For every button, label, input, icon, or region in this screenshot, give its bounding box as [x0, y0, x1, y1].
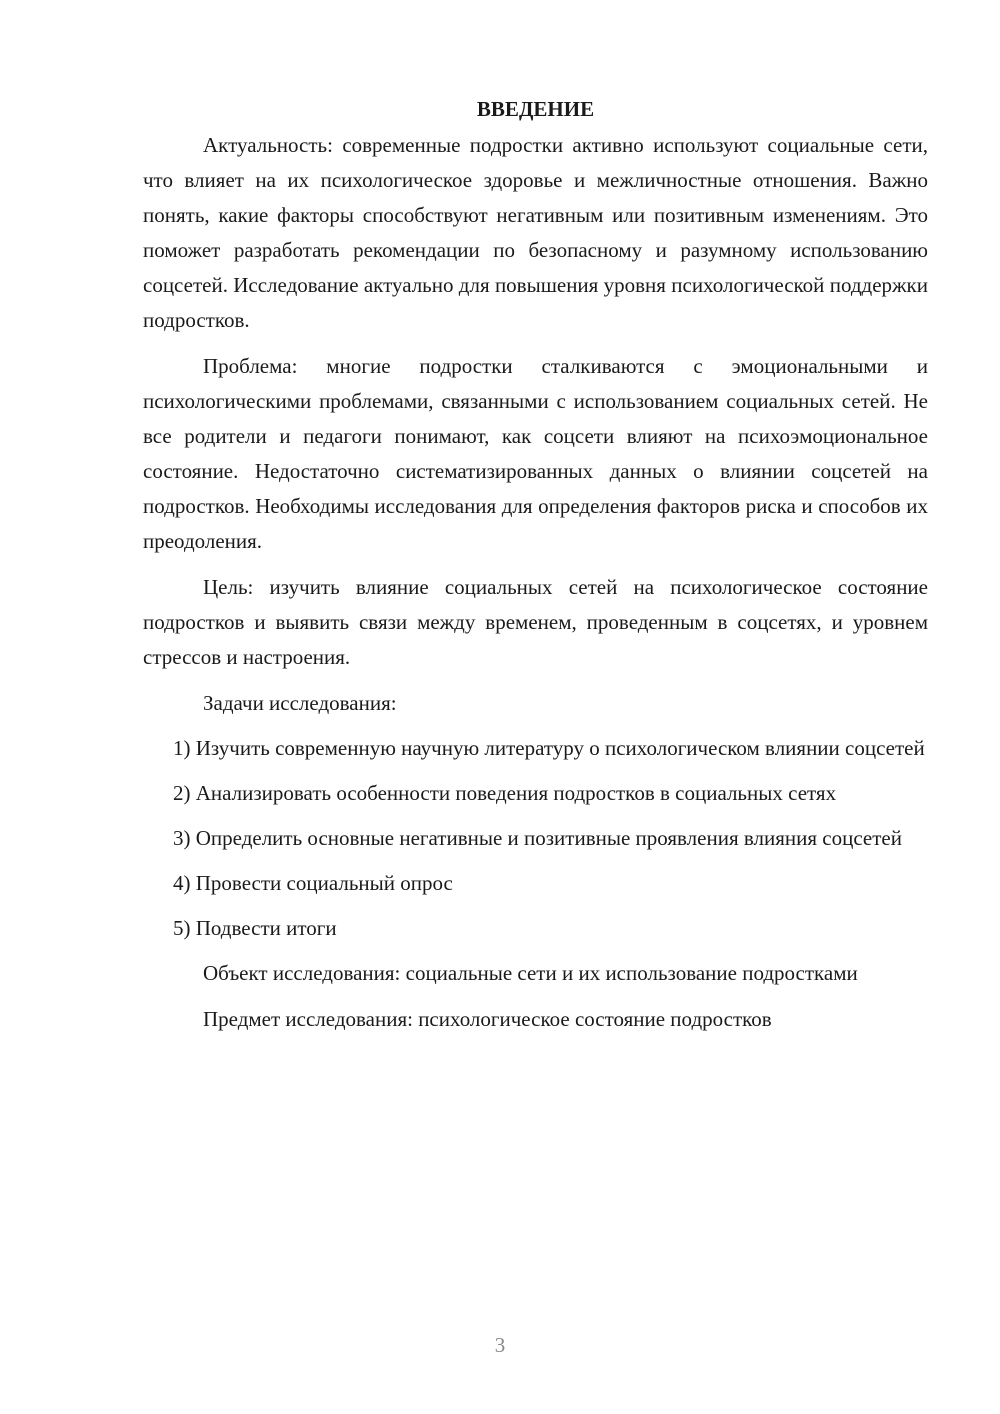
document-page — [143, 92, 928, 1048]
task-item: 4) Провести социальный опрос — [173, 871, 453, 895]
paragraph-problem: Проблема: многие подростки сталкиваются с эмоциональными и психологическими проблемами, связанными с использованием социальных сетей. Не все родители и педагоги понимают, как соцсети влияют на психоэмоциональное состояние. Недостаточно систематизированных данных о влиянии соцсетей на подростков. Необходимы исследования для определения факторов риска и способов их преодоления. — [143, 354, 928, 553]
tasks-heading: Задачи исследования: — [203, 691, 397, 715]
task-item: 3) Определить основные негативные и позитивные проявления влияния соцсетей — [173, 826, 902, 850]
document-title: ВВЕДЕНИЕ — [476, 97, 595, 121]
task-item: 2) Анализировать особенности поведения подростков в социальных сетях — [173, 781, 837, 805]
paragraph-object: Объект исследования: социальные сети и их использование подростками — [203, 961, 858, 985]
task-item: 1) Изучить современную научную литературу о психологическом влиянии соцсетей — [173, 736, 925, 760]
page-number: 3 — [494, 1333, 506, 1357]
paragraph-goal: Цель: изучить влияние социальных сетей на психологическое состояние подростков и выявить связи между временем, проведенным в соцсетях, и уровнем стрессов и настроения. — [143, 575, 928, 669]
paragraph-relevance: Актуальность: современные подростки активно используют социальные сети, что влияет на их психологическое здоровье и межличностные отношения. Важно понять, какие факторы способствуют негативным или позитивным изменениям. Это поможет разработать рекомендации по безопасному и разумному использованию соцсетей. Исследование актуально для повышения уровня психологической поддержки подростков. — [143, 133, 928, 332]
task-item: 5) Подвести итоги — [173, 916, 337, 940]
paragraph-subject: Предмет исследования: психологическое состояние подростков — [203, 1007, 772, 1031]
